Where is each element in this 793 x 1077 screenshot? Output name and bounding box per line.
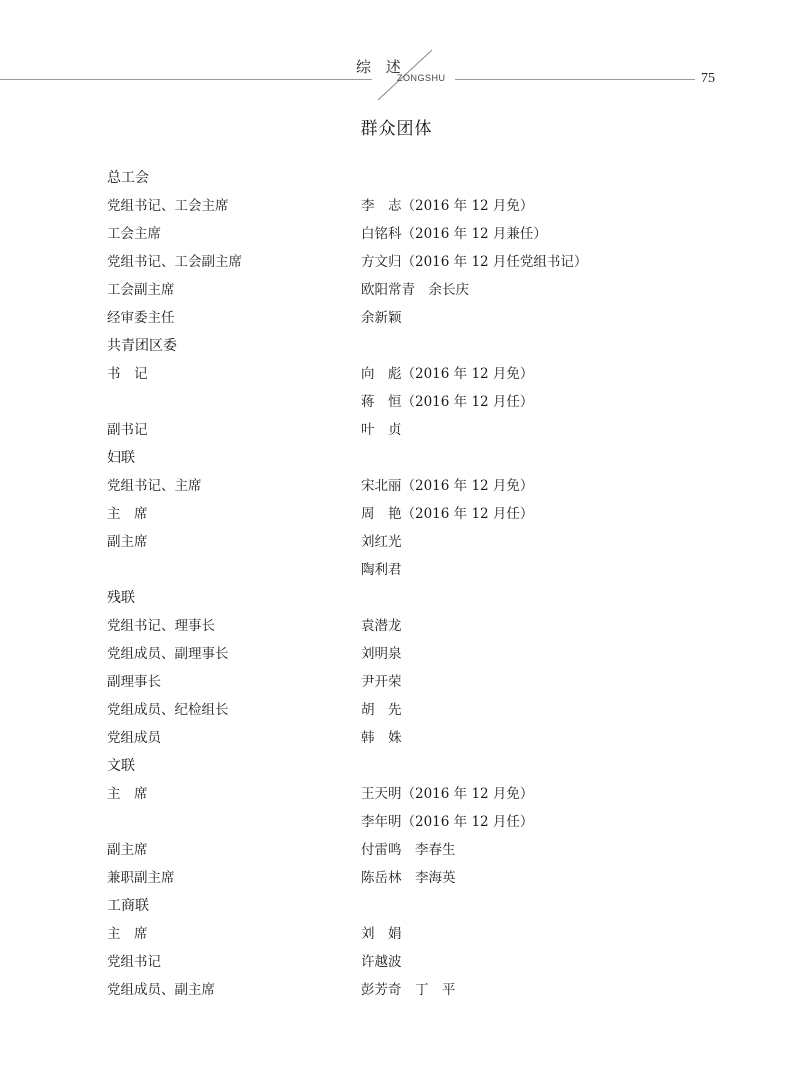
position-title: 党组书记、工会主席	[107, 198, 229, 214]
roster-row	[107, 696, 747, 724]
roster-row	[107, 500, 747, 528]
org-heading: 工商联	[107, 898, 149, 914]
roster-row	[107, 416, 747, 444]
person-names: 向 彪（2016 年 12 月免）	[361, 366, 534, 382]
org-heading: 总工会	[107, 170, 149, 186]
roster-row	[107, 976, 747, 1004]
roster-row	[107, 220, 747, 248]
roster-row	[107, 668, 747, 696]
position-title: 副理事长	[107, 674, 161, 690]
roster-row	[107, 612, 747, 640]
position-title: 党组书记、理事长	[107, 618, 215, 634]
person-names: 韩 姝	[361, 730, 402, 746]
roster-row	[107, 304, 747, 332]
person-names: 陈岳林 李海英	[361, 870, 456, 886]
roster-row	[107, 360, 747, 388]
person-names: 蒋 恒（2016 年 12 月任）	[361, 394, 534, 410]
person-names: 陶利君	[361, 562, 402, 578]
running-header	[0, 0, 793, 100]
org-heading: 共青团区委	[107, 338, 177, 354]
roster-row	[107, 472, 747, 500]
roster-row	[107, 276, 747, 304]
position-title: 副主席	[107, 842, 148, 858]
position-title: 主 席	[107, 506, 148, 522]
person-names: 胡 先	[361, 702, 402, 718]
roster-row	[107, 920, 747, 948]
header-section-pinyin: ZONGSHU	[397, 73, 446, 83]
position-title: 党组成员	[107, 730, 161, 746]
position-title: 党组书记、主席	[107, 478, 202, 494]
org-heading: 妇联	[107, 450, 135, 466]
roster-row	[107, 724, 747, 752]
person-names: 刘 娟	[361, 926, 402, 942]
position-title: 党组书记	[107, 954, 161, 970]
person-names: 白铭科（2016 年 12 月兼任）	[361, 226, 547, 242]
roster-row	[107, 948, 747, 976]
person-names: 李年明（2016 年 12 月任）	[361, 814, 534, 830]
header-section-title: 综 述	[356, 58, 406, 76]
position-title: 经审委主任	[107, 310, 175, 326]
roster-row	[107, 780, 747, 808]
header-rule-graphic	[0, 0, 793, 100]
position-title: 党组成员、副主席	[107, 982, 215, 998]
position-title: 工会副主席	[107, 282, 175, 298]
person-names: 李 志（2016 年 12 月免）	[361, 198, 534, 214]
roster-row	[107, 192, 747, 220]
roster-row	[107, 808, 747, 836]
person-names: 付雷鸣 李春生	[361, 842, 456, 858]
roster-row	[107, 388, 747, 416]
page-number: 75	[701, 71, 715, 86]
person-names: 尹开荣	[361, 674, 402, 690]
roster-row	[107, 248, 747, 276]
position-title: 书 记	[107, 366, 148, 382]
person-names: 欧阳常青 余长庆	[361, 282, 469, 298]
roster-row	[107, 528, 747, 556]
person-names: 彭芳奇 丁 平	[361, 982, 456, 998]
roster	[107, 164, 747, 1004]
person-names: 袁潜龙	[361, 618, 402, 634]
person-names: 刘明泉	[361, 646, 402, 662]
person-names: 宋北丽（2016 年 12 月免）	[361, 478, 534, 494]
person-names: 余新颖	[361, 310, 402, 326]
person-names: 刘红光	[361, 534, 402, 550]
roster-row	[107, 864, 747, 892]
person-names: 周 艳（2016 年 12 月任）	[361, 506, 534, 522]
person-names: 方文归（2016 年 12 月任党组书记）	[361, 254, 588, 270]
position-title: 主 席	[107, 926, 148, 942]
position-title: 工会主席	[107, 226, 161, 242]
position-title: 党组成员、副理事长	[107, 646, 229, 662]
roster-row	[107, 836, 747, 864]
org-heading: 文联	[107, 758, 135, 774]
roster-row	[107, 640, 747, 668]
page-title: 群众团体	[360, 119, 433, 139]
person-names: 许越波	[361, 954, 402, 970]
position-title: 党组成员、纪检组长	[107, 702, 229, 718]
position-title: 党组书记、工会副主席	[107, 254, 242, 270]
position-title: 主 席	[107, 786, 148, 802]
position-title: 副书记	[107, 422, 148, 438]
position-title: 副主席	[107, 534, 148, 550]
position-title: 兼职副主席	[107, 870, 175, 886]
roster-row	[107, 556, 747, 584]
org-heading: 残联	[107, 590, 135, 606]
person-names: 王天明（2016 年 12 月免）	[361, 786, 534, 802]
person-names: 叶 贞	[361, 422, 402, 438]
